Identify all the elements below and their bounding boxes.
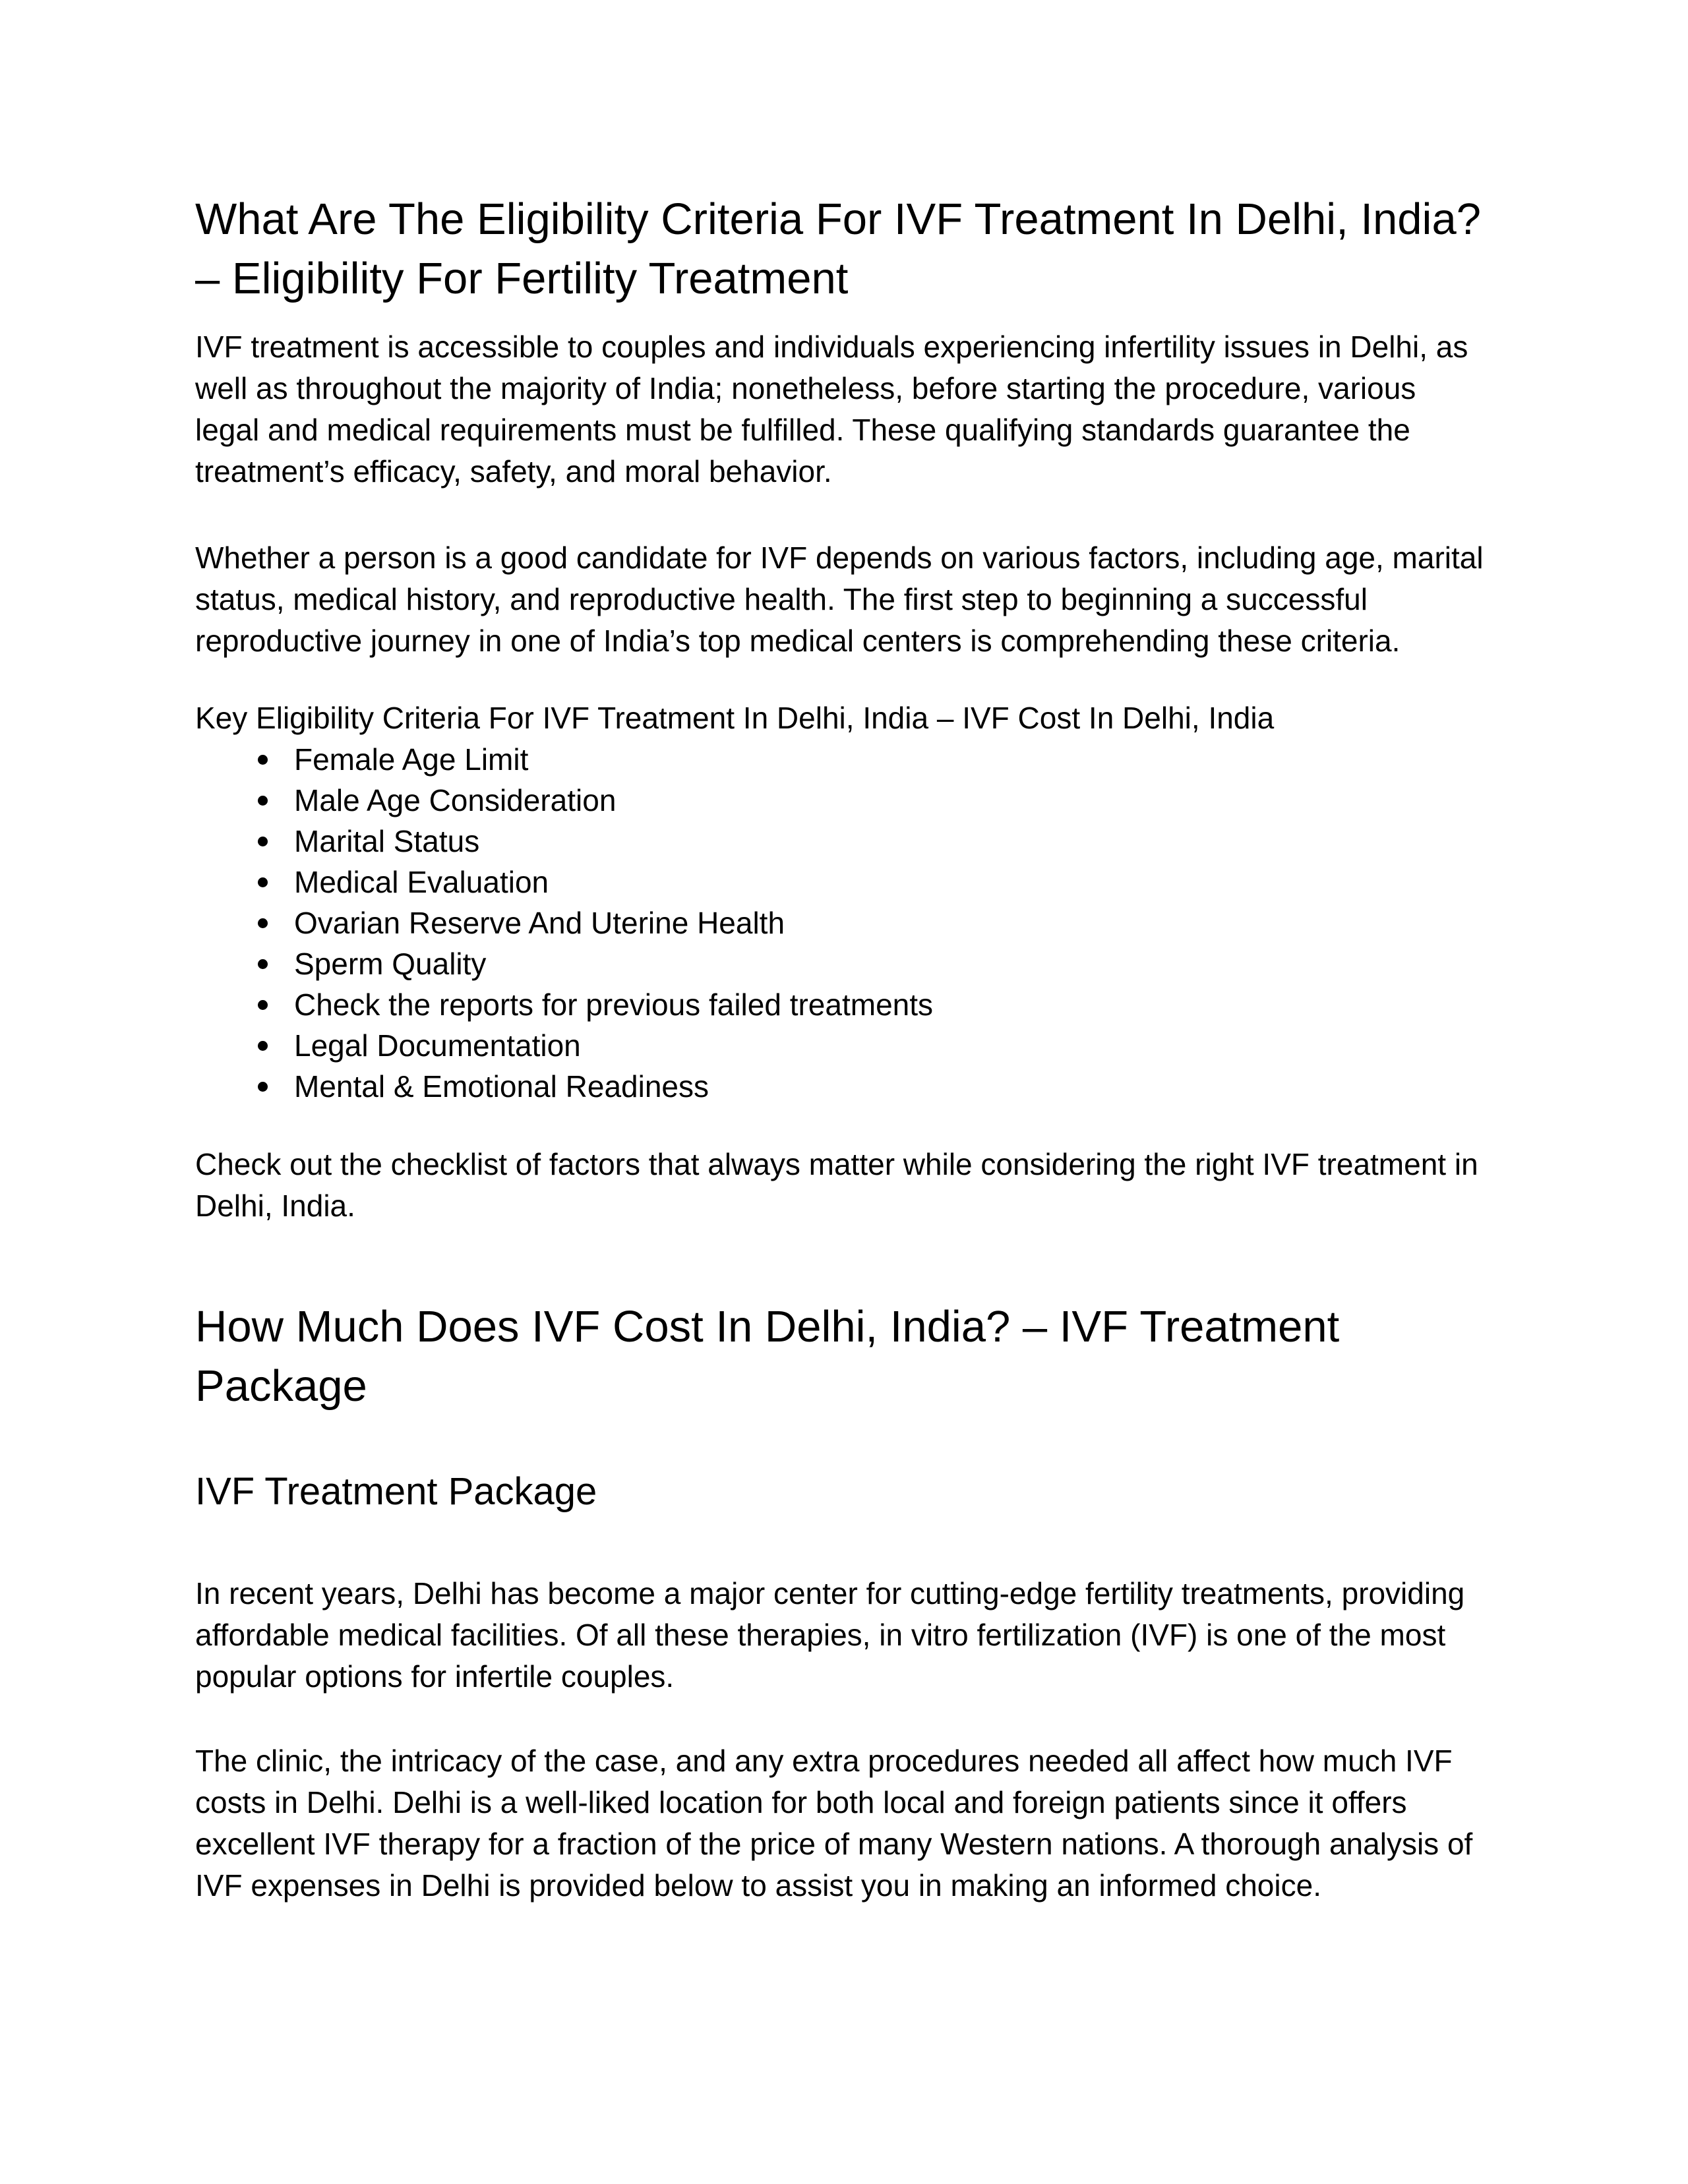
paragraph-ivf-accessibility: IVF treatment is accessible to couples and individuals experiencing infertility issues in Delhi, as well as throughout the majority of India; nonetheless, before starting the procedure, various legal and medical requirements must be fulfilled. These qualifying standards guarantee the treatment’s efficacy, safety, and moral behavior. [195,330,1468,488]
list-item-ovarian-reserve-uterine-health: Ovarian Reserve And Uterine Health [195,902,1486,943]
list-intro-key-eligibility-criteria: Key Eligibility Criteria For IVF Treatment In Delhi, India – IVF Cost In Delhi, India [195,701,1275,735]
paragraph-candidate-factors: Whether a person is a good candidate for IVF depends on various factors, including age, marital status, medical history, and reproductive health. The first step to beginning a successful reproductive journey in one of India’s top medical centers is comprehending these criteria. [195,541,1484,658]
list-item-female-age-limit: Female Age Limit [195,739,1486,780]
paragraph-cost-factors: The clinic, the intricacy of the case, and any extra procedures needed all affect how much IVF costs in Delhi. Delhi is a well-liked location for both local and foreign patients since it offers excellent IVF therapy for a fraction of the price of many Western nations. A thorough analysis of IVF expenses in Delhi is provided below to assist you in making an informed choice. [195,1744,1473,1903]
list-item-marital-status: Marital Status [195,821,1486,862]
list-item-sperm-quality: Sperm Quality [195,943,1486,984]
paragraph-checklist-note: Check out the checklist of factors that always matter while considering the right IVF treatment in Delhi, India. [195,1147,1478,1223]
list-item-legal-documentation: Legal Documentation [195,1025,1486,1066]
subheading-ivf-treatment-package: IVF Treatment Package [195,1470,597,1513]
paragraph-delhi-fertility-center: In recent years, Delhi has become a major center for cutting-edge fertility treatments, providing affordable medical facilities. Of all these therapies, in vitro fertilization (IVF) is one of the most popular options for infertile couples. [195,1576,1465,1694]
list-item-previous-failed-treatments: Check the reports for previous failed treatments [195,984,1486,1025]
list-item-male-age-consideration: Male Age Consideration [195,780,1486,821]
heading-ivf-cost: How Much Does IVF Cost In Delhi, India? – IVF Treatment Package [195,1302,1340,1411]
list-item-medical-evaluation: Medical Evaluation [195,862,1486,902]
eligibility-criteria-list [195,739,1486,1107]
heading-eligibility-criteria: What Are The Eligibility Criteria For IVF Treatment In Delhi, India? – Eligibility For Fertility Treatment [195,194,1481,303]
list-item-mental-emotional-readiness: Mental & Emotional Readiness [195,1066,1486,1107]
